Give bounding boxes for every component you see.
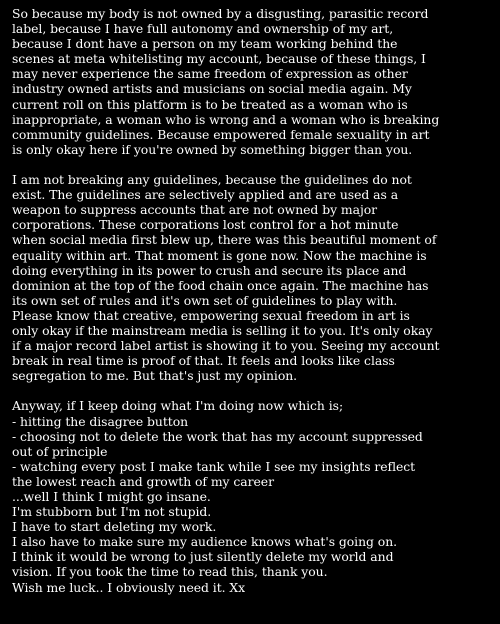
text-line: is only okay here if you're owned by something bigger than you. [12, 141, 413, 157]
text-line: its own set of rules and it's own set of guidelines to play with. [12, 292, 398, 308]
text-line: So because my body is not owned by a disgusting, parasitic record [12, 6, 429, 21]
text-line: the lowest reach and growth of my career [12, 473, 274, 489]
text-line: Anyway, if I keep doing what I'm doing now which is; [12, 398, 344, 414]
list-item: - hitting the disagree button [12, 413, 189, 429]
text-line: break in real time is proof of that. It feels and looks like class [12, 353, 395, 369]
text-line: doing everything in its power to crush and secure its place and [12, 262, 407, 278]
text-line: dominion at the top of the food chain once again. The machine has [12, 277, 429, 293]
text-line: label, because I have full autonomy and ownership of my art, [12, 21, 394, 37]
text-line: segregation to me. But that's just my opinion. [12, 368, 298, 384]
text-line: industry owned artists and musicians on social media again. My [12, 81, 412, 97]
text-line: exist. The guidelines are selectively applied and are used as a [12, 187, 399, 203]
text-line: I'm stubborn but I'm not stupid. [12, 504, 212, 520]
text-line: if a major record label artist is showing it to you. Seeing my account [12, 338, 440, 354]
text-line: vision. If you took the time to read this, thank you. [12, 564, 328, 580]
text-line: ...well I think I might go insane. [12, 489, 211, 504]
text-line: scenes at meta whitelisting my account, because of these things, I [12, 51, 426, 67]
paragraph-2 [12, 172, 488, 383]
text-line: I have to start deleting my work. [12, 519, 217, 535]
paragraph-1 [12, 6, 488, 157]
post-text-body [12, 6, 488, 595]
text-line: community guidelines. Because empowered female sexuality in art [12, 126, 430, 142]
text-line: inappropriate, a woman who is wrong and a woman who is breaking [12, 111, 440, 127]
text-line: because I dont have a person on my team working behind the [12, 36, 398, 52]
text-line: I am not breaking any guidelines, because the guidelines do not [12, 172, 412, 188]
text-line: weapon to suppress accounts that are not owned by major [12, 202, 378, 218]
text-line: current roll on this platform is to be treated as a woman who is [12, 96, 408, 112]
text-line: may never experience the same freedom of expression as other [12, 66, 408, 82]
text-line: corporations. These corporations lost control for a hot minute [12, 217, 399, 233]
text-line: when social media first blew up, there was this beautiful moment of [12, 232, 437, 248]
list-item: - choosing not to delete the work that has my account suppressed [12, 428, 423, 444]
text-line: I think it would be wrong to just silently delete my world and [12, 549, 394, 565]
text-line: Wish me luck.. I obviously need it. Xx [12, 579, 246, 595]
text-line: I also have to make sure my audience knows what's going on. [12, 534, 398, 550]
text-line: equality within art. That moment is gone now. Now the machine is [12, 247, 427, 263]
list-item: - watching every post I make tank while I see my insights reflect [12, 458, 416, 474]
text-line: only okay if the mainstream media is selling it to you. It's only okay [12, 322, 433, 338]
paragraph-3 [12, 398, 488, 594]
text-line: out of principle [12, 443, 108, 459]
text-line: Please know that creative, empowering sexual freedom in art is [12, 307, 410, 323]
